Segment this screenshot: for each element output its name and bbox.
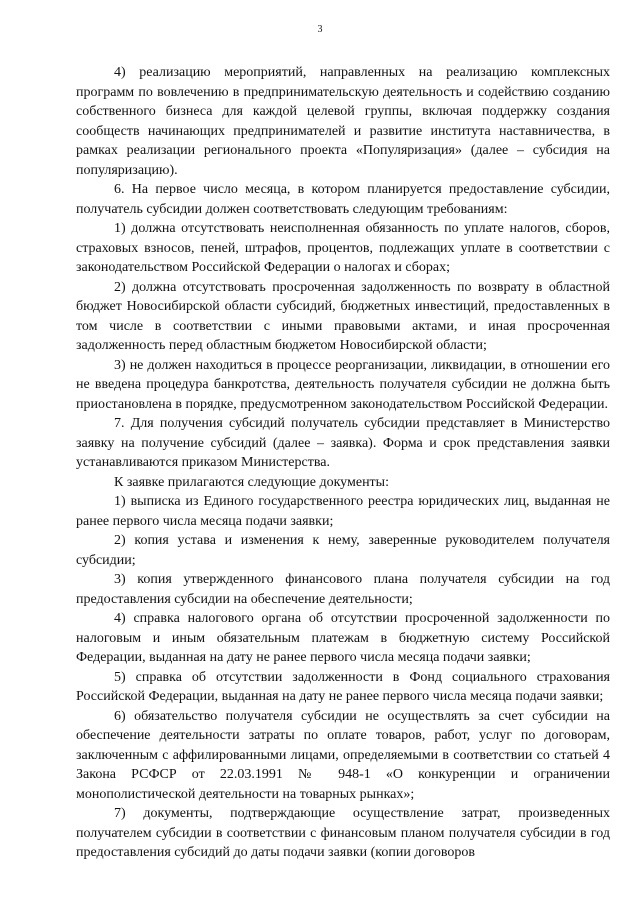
paragraph-attachment-4: 4) справка налогового органа об отсутствии просроченной задолженности по налоговым и иным обязательным платежам в бюджетную систему Российской Федерации, выданная на дату не ранее первого числа месяца подачи заявки;	[76, 611, 610, 665]
document-body	[76, 63, 610, 863]
page-number: 3	[317, 24, 323, 35]
paragraph-attachment-1: 1) выписка из Единого государственного реестра юридических лиц, выданная не ранее первого числа месяца подачи заявки;	[76, 494, 610, 529]
paragraph-attachments-intro: К заявке прилагаются следующие документы:	[114, 474, 389, 490]
paragraph-attachment-7: 7) документы, подтверждающие осуществление затрат, произведенных получателем субсидии в соответствии с финансовым планом получателя субсидии в год предоставления субсидий до даты подачи заявки (копии договоров	[76, 806, 610, 860]
paragraph-attachment-2: 2) копия устава и изменения к нему, заверенные руководителем получателя субсидии;	[76, 533, 610, 568]
paragraph-section-6: 6. На первое число месяца, в котором планируется предоставление субсидии, получатель субсидии должен соответствовать следующим требованиям:	[76, 182, 610, 217]
paragraph-section-7: 7. Для получения субсидий получатель субсидии представляет в Министерство заявку на получение субсидий (далее – заявка). Форма и срок представления заявки устанавливаются приказом Министерства.	[76, 416, 610, 470]
paragraph-attachment-3: 3) копия утвержденного финансового плана получателя субсидии на год предоставления субсидии на обеспечение деятельности;	[76, 572, 610, 607]
paragraph-requirement-1: 1) должна отсутствовать неисполненная обязанность по уплате налогов, сборов, страховых взносов, пеней, штрафов, процентов, подлежащих уплате в соответствии с законодательством Российской Федерации о налогах и сборах;	[76, 221, 610, 275]
paragraph-requirement-3: 3) не должен находиться в процессе реорганизации, ликвидации, в отношении его не введена процедура банкротства, деятельность получателя субсидии не должна быть приостановлена в порядке, предусмотренном законодательством Российской Федерации.	[76, 357, 610, 412]
paragraph-item-4-popularization: 4) реализацию мероприятий, направленных на реализацию комплексных программ по вовлечению в предпринимательскую деятельность и содействию созданию собственного бизнеса для каждой целевой группы, включая поддержку создания сообществ начинающих предпринимателей и развитие института наставничества, в рамках реализации регионального проекта «Популяризация» (далее – субсидия на популяризацию).	[76, 65, 610, 178]
paragraph-attachment-6: 6) обязательство получателя субсидии не осуществлять за счет субсидии на обеспечение деятельности затраты по оплате товаров, работ, услуг по договорам, заключенным с аффилированными лицами, определяемыми в соответствии со статьей 4 Закона РСФСР от 22.03.1991 № 948-1 «О конкуренции и ограничении монополистической деятельности на товарных рынках»;	[76, 708, 610, 802]
paragraph-attachment-5: 5) справка об отсутствии задолженности в Фонд социального страхования Российской Федерации, выданная на дату не ранее первого числа месяца подачи заявки;	[76, 669, 610, 704]
paragraph-requirement-2: 2) должна отсутствовать просроченная задолженность по возврату в областной бюджет Новосибирской области субсидий, бюджетных инвестиций, предоставленных в том числе в соответствии с иными правовыми актами, и иная просроченная задолженность перед областным бюджетом Новосибирской области;	[76, 279, 610, 353]
